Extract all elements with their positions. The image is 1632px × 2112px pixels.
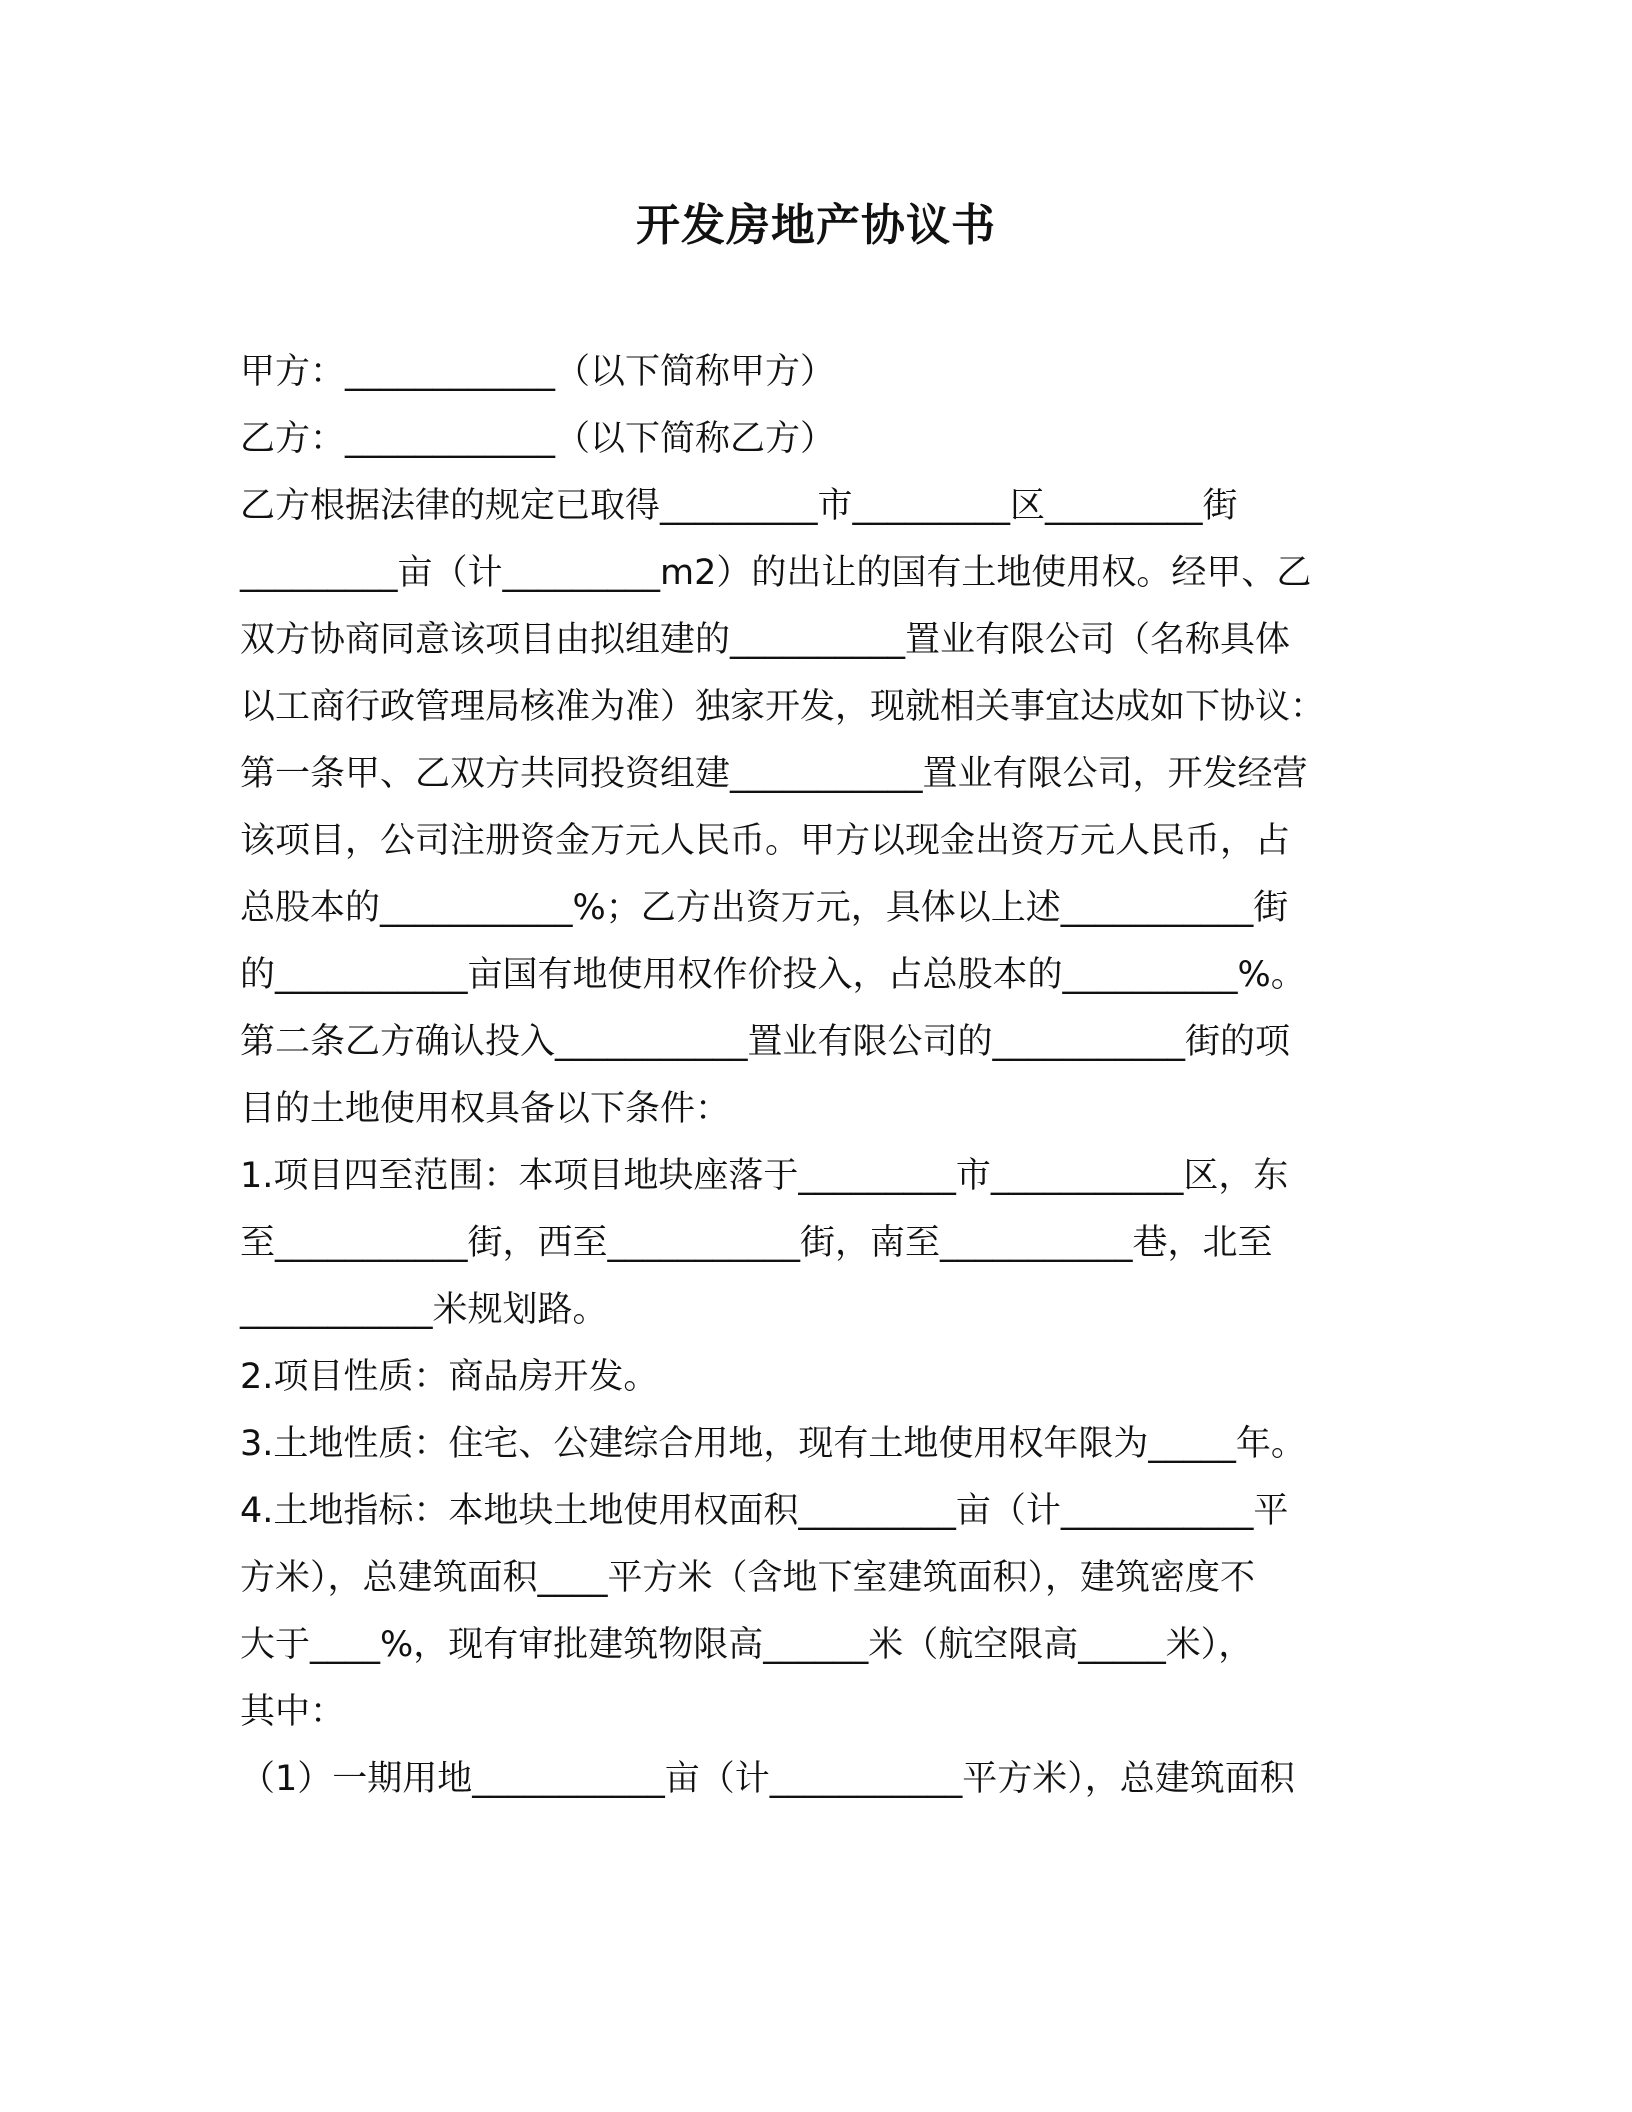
text-line: 第二条乙方确认投入___________置业有限公司的___________街的项 [240, 1022, 1291, 1062]
text-line: 至___________街，西至___________街，南至___________巷，北至 [240, 1223, 1273, 1263]
text-line: 4.土地指标：本地块土地使用权面积_________亩（计___________平 [240, 1491, 1289, 1531]
text-line: 以工商行政管理局核准为准）独家开发，现就相关事宜达成如下协议： [240, 687, 1326, 727]
text-line: 双方协商同意该项目由拟组建的__________置业有限公司（名称具体 [240, 620, 1291, 660]
document-title: 开发房地产协议书 [636, 200, 996, 251]
text-line: （1）一期用地___________亩（计___________平方米），总建筑面积 [240, 1759, 1295, 1799]
text-line: 乙方：____________（以下简称乙方） [240, 419, 836, 459]
text-line: 乙方根据法律的规定已取得_________市_________区_________街 [240, 486, 1238, 526]
text-line: 1.项目四至范围：本项目地块座落于_________市___________区，东 [240, 1156, 1289, 1196]
text-line: 目的土地使用权具备以下条件： [240, 1089, 731, 1129]
document-body [240, 339, 1400, 1813]
text-line: 甲方：____________（以下简称甲方） [240, 352, 836, 392]
text-line: 其中： [240, 1692, 346, 1732]
text-line: 3.土地性质：住宅、公建综合用地，现有土地使用权年限为_____年。 [240, 1424, 1306, 1464]
text-line: 的___________亩国有地使用权作价投入，占总股本的__________%。 [240, 955, 1306, 995]
text-line: 2.项目性质：商品房开发。 [240, 1357, 659, 1397]
text-line: 该项目，公司注册资金万元人民币。甲方以现金出资万元人民币，占 [240, 821, 1291, 861]
text-line: 方米），总建筑面积____平方米（含地下室建筑面积），建筑密度不 [240, 1558, 1256, 1598]
text-line: ___________米规划路。 [240, 1290, 608, 1330]
text-line: _________亩（计_________m2）的出让的国有土地使用权。经甲、乙 [240, 553, 1312, 593]
text-line: 第一条甲、乙双方共同投资组建___________置业有限公司，开发经营 [240, 754, 1308, 794]
text-line: 总股本的___________%；乙方出资万元，具体以上述___________街 [240, 888, 1289, 928]
text-line: 大于____%，现有审批建筑物限高______米（航空限高_____米）， [240, 1625, 1254, 1665]
